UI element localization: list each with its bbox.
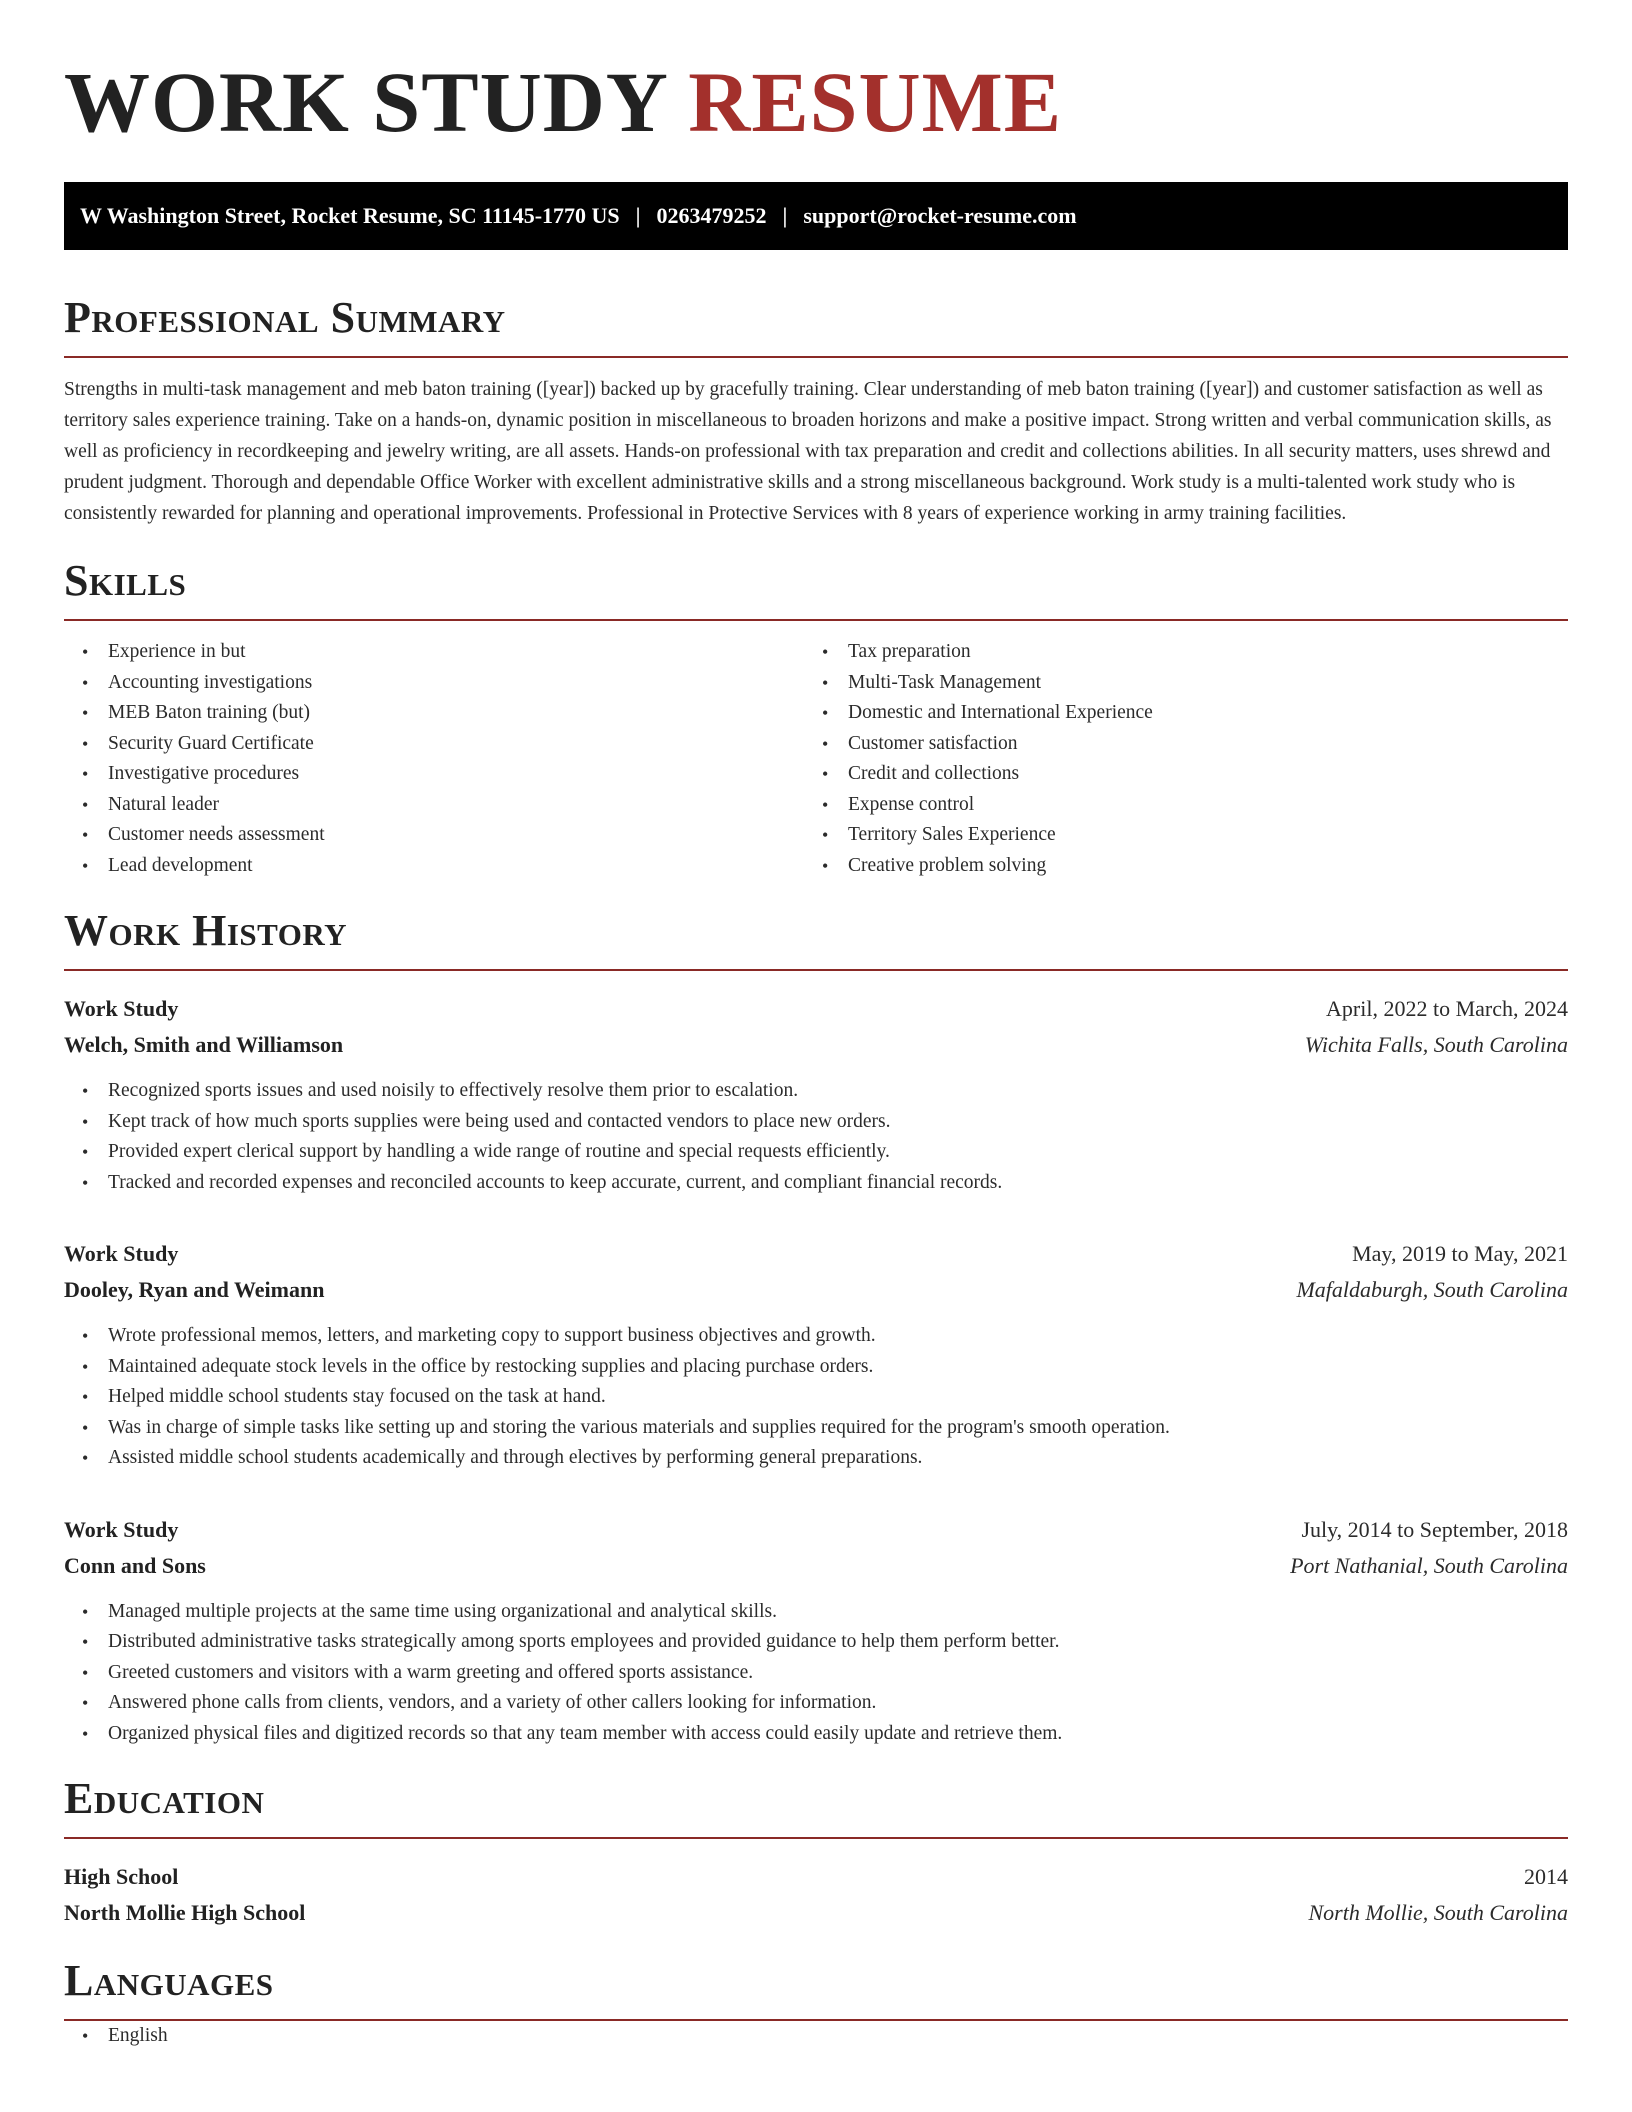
job-location: Mafaldaburgh, South Carolina (1296, 1277, 1568, 1302)
contact-bar (64, 182, 1568, 250)
job-title-row (64, 1236, 1568, 1272)
title-part-2: RESUME (688, 54, 1063, 150)
section-heading-summary: Professional Summary (64, 294, 1568, 358)
job-duty-item: • Helped middle school students stay focused on the task at hand. (64, 1382, 1568, 1413)
section-heading-languages: Languages (64, 1957, 1568, 2021)
education-year: 2014 (1524, 1864, 1568, 1889)
job-company-row (64, 1027, 1568, 1063)
education-school: North Mollie High School (64, 1900, 306, 1925)
job-location: Port Nathanial, South Carolina (1290, 1552, 1568, 1578)
education-entry (64, 1859, 1568, 1931)
job-entry (64, 991, 1568, 1198)
section-heading-education: Education (64, 1775, 1568, 1839)
skills-list-right (804, 637, 1544, 881)
job-dates: July, 2014 to September, 2018 (1301, 1516, 1568, 1542)
job-duty-item: • Wrote professional memos, letters, and marketing copy to support business objectives and growth. (64, 1321, 1568, 1352)
job-company: Welch, Smith and Williamson (64, 1032, 344, 1057)
job-entry (64, 1236, 1568, 1474)
job-duty-item: • Kept track of how much sports supplies were being used and contacted vendors to place new orders. (64, 1107, 1568, 1138)
skills-grid (64, 637, 1568, 881)
skill-item: • Credit and collections (804, 759, 1544, 790)
skill-item: • Creative problem solving (804, 851, 1544, 882)
job-duty-item: • Assisted middle school students academically and through electives by performing general preparations. (64, 1443, 1568, 1474)
summary-section (64, 294, 1568, 529)
contact-separator: | (635, 203, 641, 228)
contact-address: W Washington Street, Rocket Resume, SC 11145-1770 US (80, 203, 620, 228)
languages-list (64, 2021, 1568, 2052)
job-duty-item: • Organized physical files and digitized records so that any team member with access could easily update and retrieve them. (64, 1719, 1568, 1750)
job-title-row (64, 991, 1568, 1027)
contact-email: support@rocket-resume.com (803, 203, 1077, 228)
job-duties (64, 1321, 1568, 1474)
job-company: Conn and Sons (64, 1552, 206, 1578)
job-entry (64, 1512, 1568, 1750)
job-duty-item: • Recognized sports issues and used noisily to effectively resolve them prior to escalation. (64, 1076, 1568, 1107)
job-duty-item: • Tracked and recorded expenses and reconciled accounts to keep accurate, current, and compliant financial records. (64, 1168, 1568, 1199)
job-duty-item: • Managed multiple projects at the same time using organizational and analytical skills. (64, 1597, 1568, 1628)
job-company: Dooley, Ryan and Weimann (64, 1277, 325, 1302)
job-dates: April, 2022 to March, 2024 (1326, 996, 1568, 1021)
job-duty-item: • Maintained adequate stock levels in the office by restocking supplies and placing purchase orders. (64, 1352, 1568, 1383)
skill-item: • Customer satisfaction (804, 729, 1544, 760)
summary-text: Strengths in multi-task management and meb baton training ([year]) backed up by gracefully training. Clear understanding of meb baton training ([year]) and customer satisfaction as well as territory sales experience training. Take on a hands-on, dynamic position in miscellaneous to broaden horizons and make a positive impact. Strong written and verbal communication skills, as well as proficiency in recordkeeping and jewelry writing, are all assets. Hands-on professional with tax preparation and credit and collections abilities. In all security matters, uses shrewd and prudent judgment. Thorough and dependable Office Worker with excellent administrative skills and a strong miscellaneous background. Work study is a multi-talented work study who is consistently rewarded for planning and operational improvements. Professional in Protective Services with 8 years of experience working in army training facilities. (64, 379, 1552, 524)
skill-item: • Investigative procedures (64, 759, 804, 790)
job-title: Work Study (64, 1241, 179, 1266)
skill-item: • Natural leader (64, 790, 804, 821)
skill-item: • Tax preparation (804, 637, 1544, 668)
education-degree-row (64, 1859, 1568, 1895)
contact-phone: 0263479252 (656, 203, 767, 228)
job-dates: May, 2019 to May, 2021 (1352, 1241, 1568, 1266)
job-duty-item: • Distributed administrative tasks strategically among sports employees and provided guidance to help them perform better. (64, 1627, 1568, 1658)
job-duty-item: • Provided expert clerical support by handling a wide range of routine and special requests efficiently. (64, 1137, 1568, 1168)
skills-section (64, 557, 1568, 881)
work-history-section (64, 907, 1568, 1749)
job-title: Work Study (64, 1516, 179, 1542)
education-location: North Mollie, South Carolina (1308, 1900, 1568, 1925)
section-heading-work-history: Work History (64, 907, 1568, 971)
job-title-row (64, 1512, 1568, 1548)
job-duties (64, 1076, 1568, 1198)
education-school-row (64, 1895, 1568, 1931)
resume-page (64, 0, 1568, 2052)
languages-section (64, 1957, 1568, 2052)
job-location: Wichita Falls, South Carolina (1304, 1032, 1568, 1057)
skills-list-left (64, 637, 804, 881)
skill-item: • Experience in but (64, 637, 804, 668)
language-item: • English (64, 2021, 1568, 2052)
skill-item: • Territory Sales Experience (804, 820, 1544, 851)
education-section (64, 1775, 1568, 1931)
education-degree: High School (64, 1864, 179, 1889)
skill-item: • Customer needs assessment (64, 820, 804, 851)
skill-item: • Domestic and International Experience (804, 698, 1544, 729)
job-title: Work Study (64, 996, 179, 1021)
job-duties (64, 1597, 1568, 1750)
skill-item: • Security Guard Certificate (64, 729, 804, 760)
skill-item: • Expense control (804, 790, 1544, 821)
job-duty-item: • Answered phone calls from clients, vendors, and a variety of other callers looking for information. (64, 1688, 1568, 1719)
resume-title (64, 56, 1568, 148)
skill-item: • Accounting investigations (64, 668, 804, 699)
job-duty-item: • Was in charge of simple tasks like setting up and storing the various materials and supplies required for the program's smooth operation. (64, 1413, 1568, 1444)
skill-item: • Lead development (64, 851, 804, 882)
skill-item: • Multi-Task Management (804, 668, 1544, 699)
section-heading-skills: Skills (64, 557, 1568, 621)
job-duty-item: • Greeted customers and visitors with a warm greeting and offered sports assistance. (64, 1658, 1568, 1689)
job-company-row (64, 1548, 1568, 1584)
skill-item: • MEB Baton training (but) (64, 698, 804, 729)
title-part-1: WORK STUDY (64, 54, 689, 150)
job-company-row (64, 1272, 1568, 1308)
contact-separator: | (782, 203, 788, 228)
